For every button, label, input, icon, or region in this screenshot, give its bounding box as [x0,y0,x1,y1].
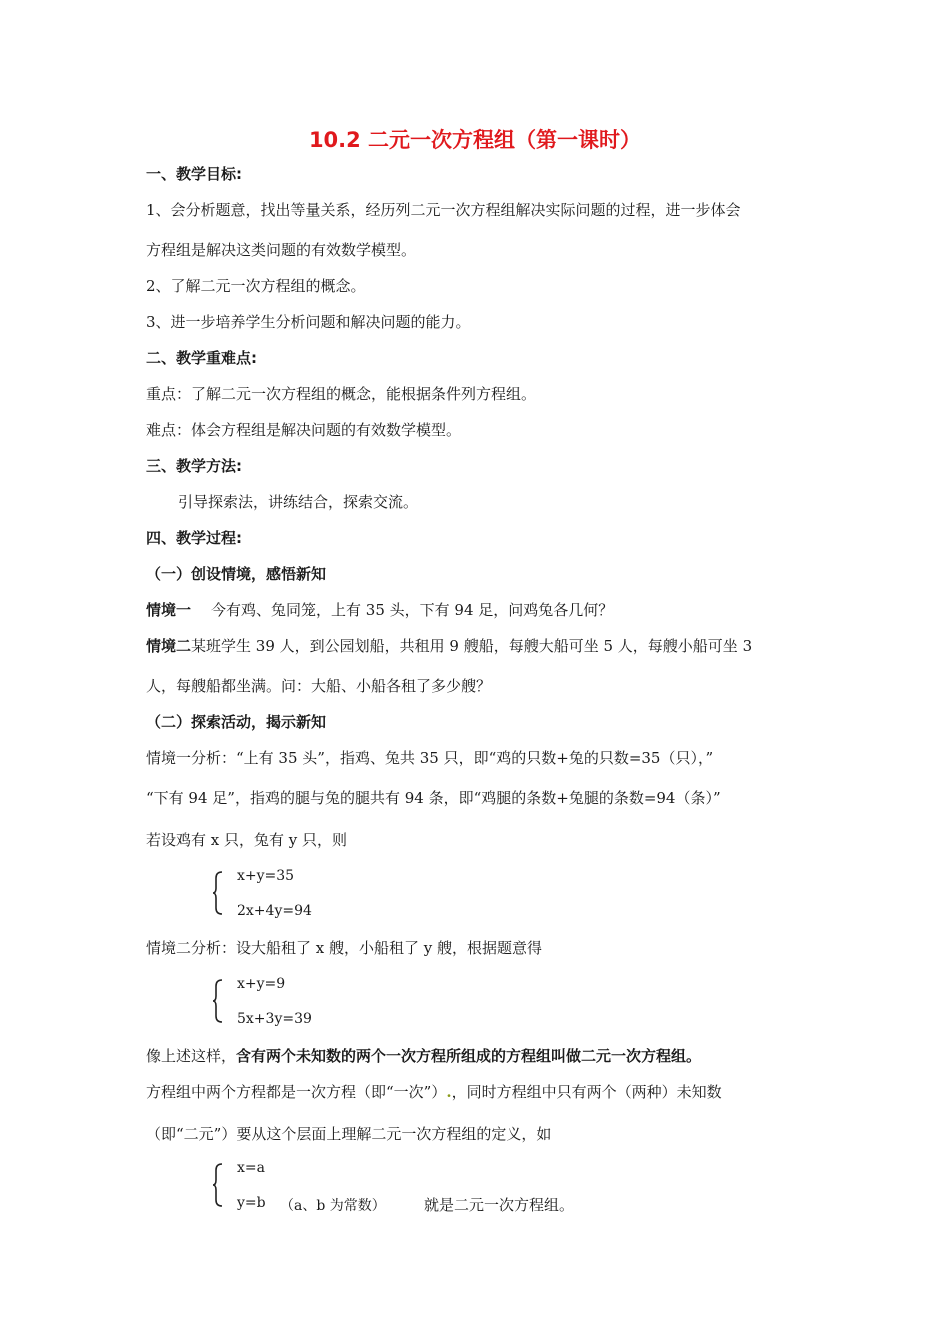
definition [146,1046,701,1066]
system-3-note: （a、b 为常数） [280,1198,386,1214]
objective-3: 3、进一步培养学生分析问题和解决问题的能力。 [146,313,471,331]
analysis-2: 情境二分析：设大船租了 x 艘，小船租了 y 艘，根据题意得 [146,939,543,957]
brace-icon [212,978,222,1024]
scene-1-label: 情境一 [146,601,192,619]
scene-1-text: 今有鸡、兔同笼，上有 35 头，下有 94 足，问鸡兔各几何？ [211,601,614,619]
section-heading-objectives: 一、教学目标: [146,165,242,183]
scene-1 [146,600,613,620]
scene-2-text-line-2: 人，每艘船都坐满。问：大船、小船各租了多少艘？ [146,677,492,695]
explanation-part-2: ，同时方程组中只有两个（两种）未知数 [451,1083,722,1101]
page-title: 10.2 二元一次方程组（第一课时） [308,128,642,152]
objective-1-line-2: 方程组是解决这类问题的有效数学模型。 [146,241,417,259]
key-point: 重点：了解二元一次方程组的概念，能根据条件列方程组。 [146,385,537,403]
methods-text: 引导探索法，讲练结合，探索交流。 [178,493,419,511]
explanation-part-1: 方程组中两个方程都是一次方程（即“一次”） [146,1083,447,1101]
scene-2-text-line-1: 某班学生 39 人，到公园划船，共租用 9 艘船，每艘大船可坐 5 人，每艘小船可坐 3 [191,637,753,655]
system-3-equation-1: x=a [237,1160,265,1176]
objective-1-line-1: 1、会分析题意，找出等量关系，经历列二元一次方程组解决实际问题的过程，进一步体会 [146,201,741,219]
section-heading-methods: 三、教学方法: [146,457,242,475]
system-3-equation-2: y=b [237,1195,266,1211]
difficult-point: 难点：体会方程组是解决问题的有效数学模型。 [146,421,462,439]
system-1-equation-1: x+y=35 [237,868,295,884]
subsection-heading-1: （一）创设情境，感悟新知 [146,565,327,583]
analysis-1-line-2: “下有 94 足”，指鸡的腿与兔的腿共有 94 条，即“鸡腿的条数+兔腿的条数=94（条）” [146,789,721,807]
scene-2 [146,636,752,656]
definition-prefix: 像上述这样， [146,1047,237,1065]
subsection-heading-2: （二）探索活动，揭示新知 [146,713,327,731]
system-2-equation-2: 5x+3y=39 [237,1011,312,1027]
system-1-equation-2: 2x+4y=94 [237,903,312,919]
analysis-1-line-1: 情境一分析：“上有 35 头”，指鸡、兔共 35 只，即“鸡的只数+兔的只数=35（只），” [146,749,714,767]
analysis-1-line-3: 若设鸡有 x 只，兔有 y 只，则 [146,831,348,849]
section-heading-key-points: 二、教学重难点: [146,349,257,367]
section-heading-process: 四、教学过程: [146,529,242,547]
explanation-dot: . [446,1083,452,1101]
brace-icon [212,870,222,916]
brace-icon [212,1162,222,1208]
explanation-line-1 [146,1082,722,1102]
objective-2: 2、了解二元一次方程组的概念。 [146,277,366,295]
definition-bold: 含有两个未知数的两个一次方程所组成的方程组叫做二元一次方程组。 [236,1047,702,1065]
system-3-tail: 就是二元一次方程组。 [424,1196,575,1214]
explanation-line-2: （即“二元”）要从这个层面上理解二元一次方程组的定义，如 [146,1125,552,1143]
scene-2-label: 情境二 [146,637,192,655]
system-2-equation-1: x+y=9 [237,976,286,992]
